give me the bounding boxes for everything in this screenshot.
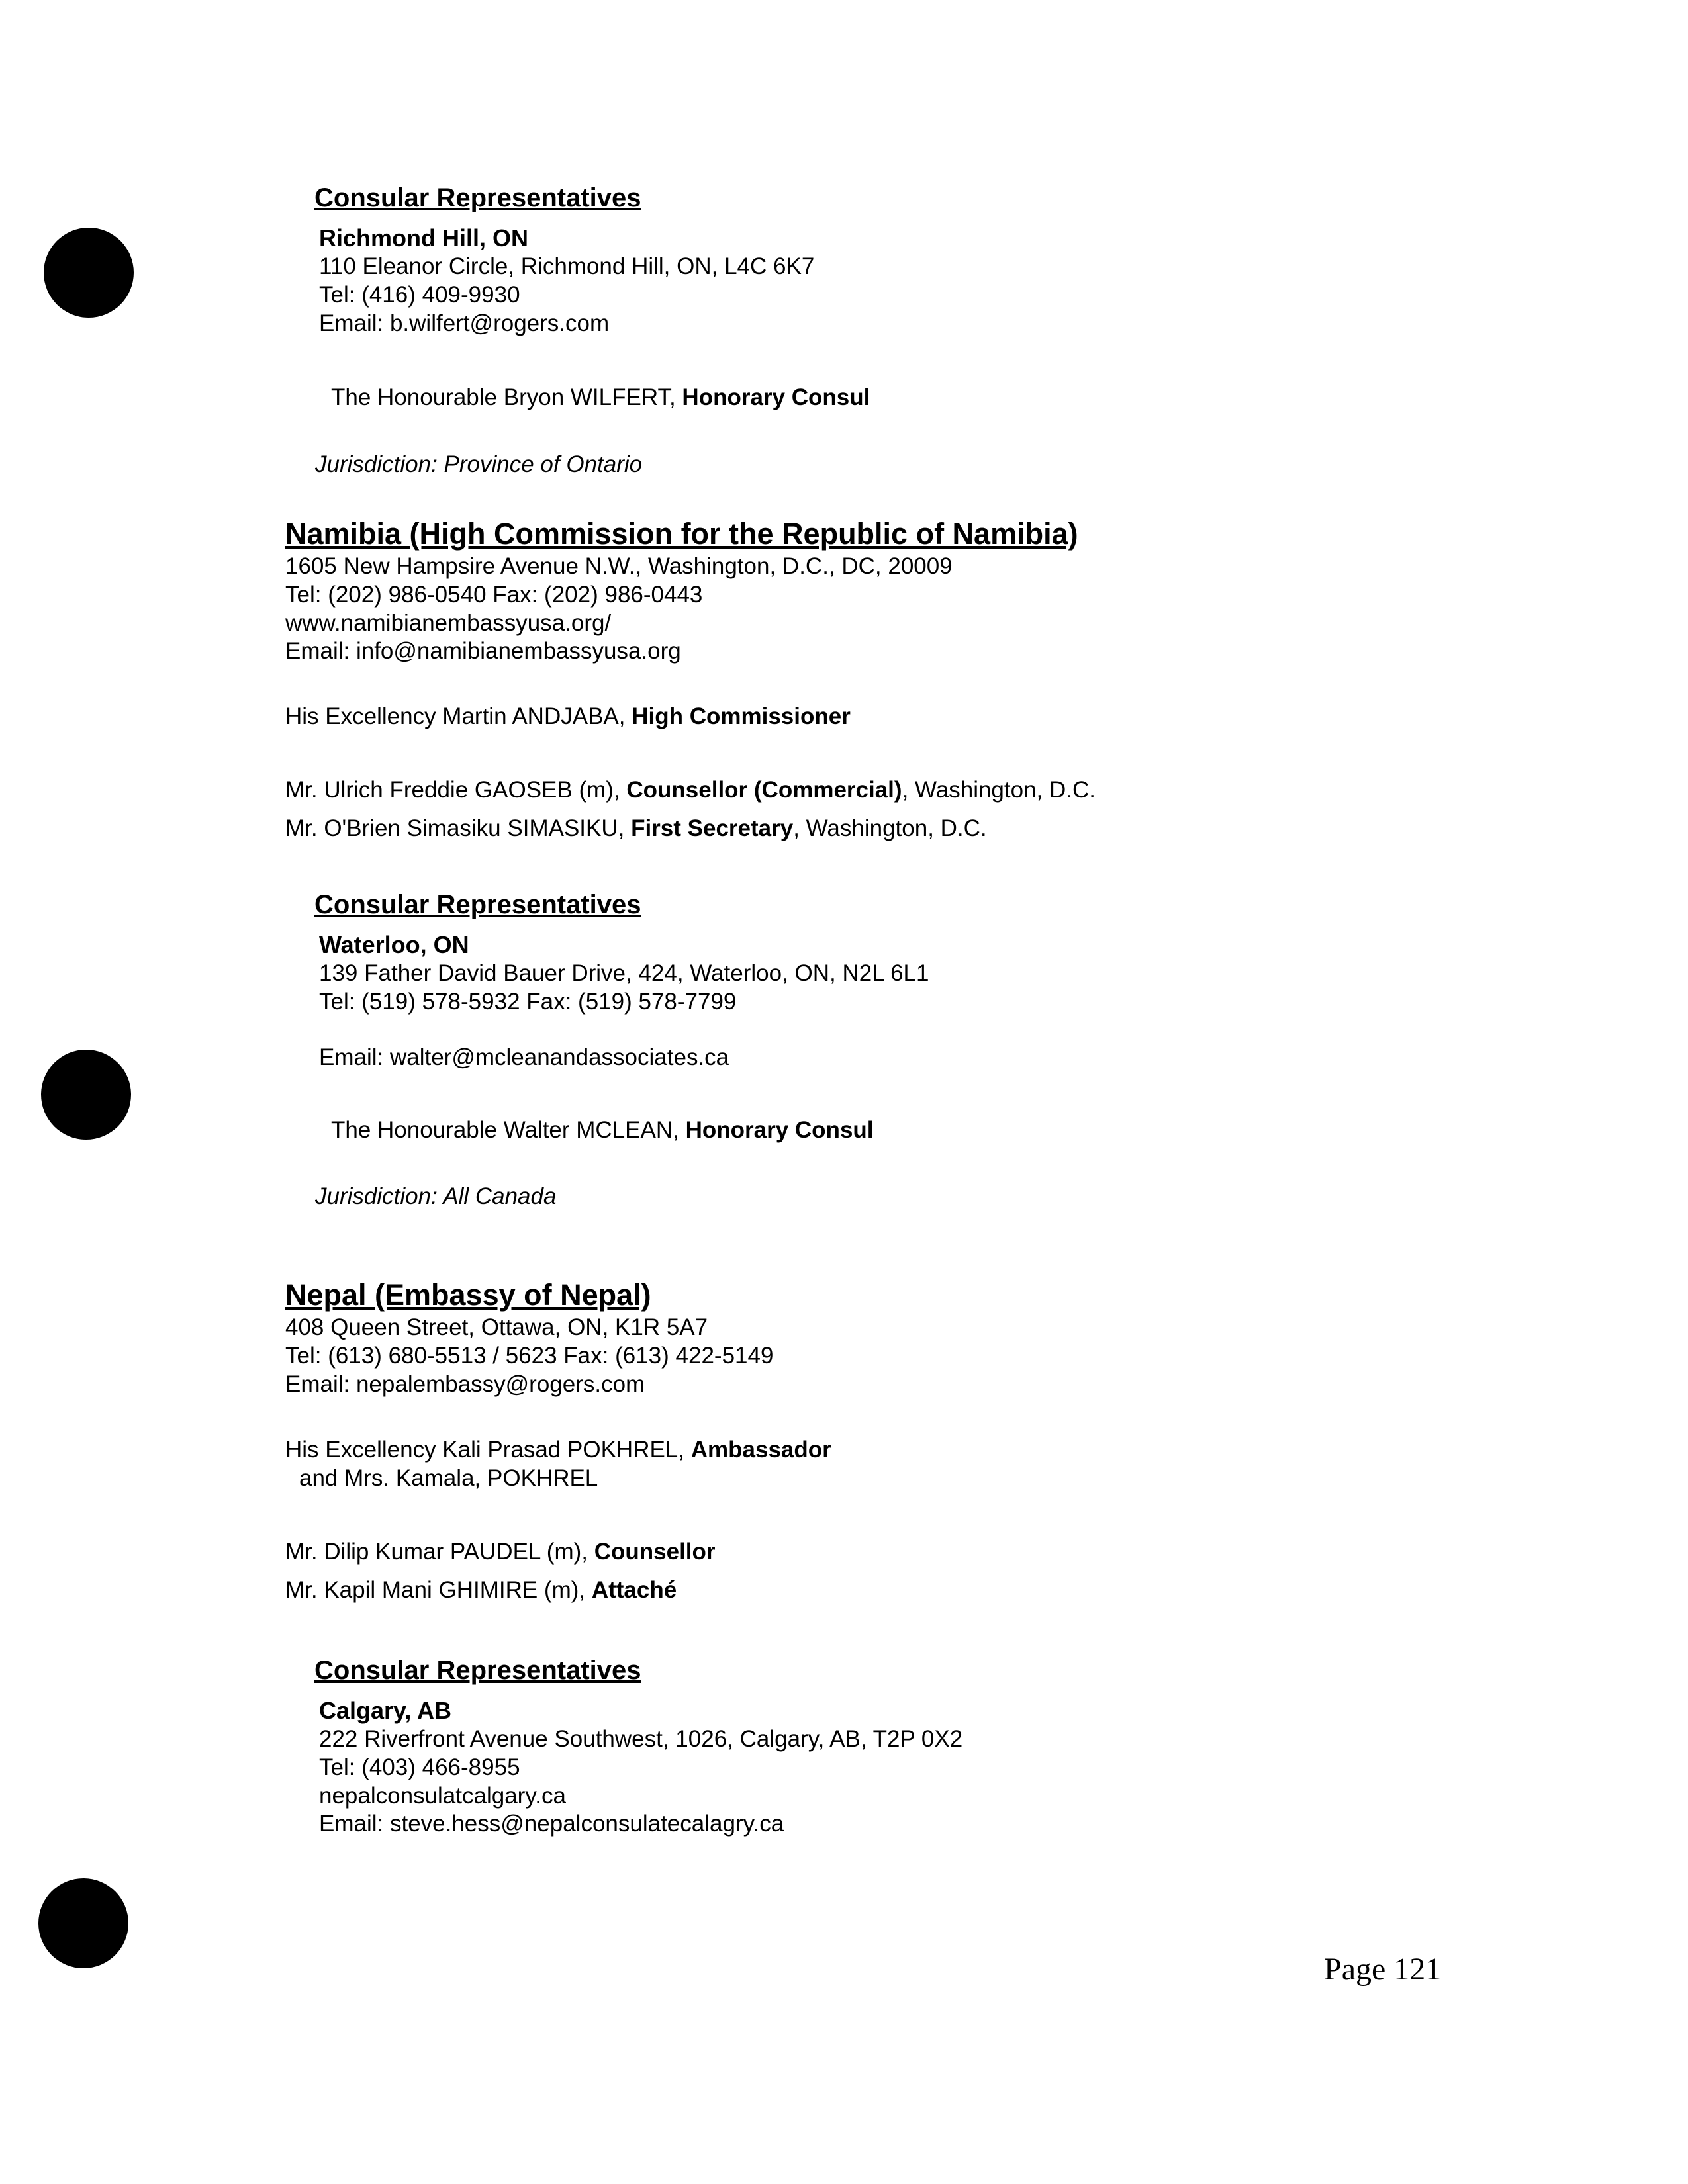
consular-address: 139 Father David Bauer Drive, 424, Waterloo, ON, N2L 6L1 xyxy=(319,960,929,986)
country-address: 1605 New Hampsire Avenue N.W., Washington, D.C., DC, 20009 xyxy=(285,553,953,579)
staff-title: Counsellor (Commercial) xyxy=(626,777,902,803)
consular-email: Email: walter@mcleanandassociates.ca xyxy=(319,1044,729,1070)
staff-line xyxy=(285,814,987,842)
consular-tel: Tel: (416) 409-9930 xyxy=(319,282,520,308)
country-title: Namibia (High Commission for the Republic of Namibia) xyxy=(285,517,1078,551)
punch-hole xyxy=(44,228,134,318)
head-title: Ambassador xyxy=(690,1437,831,1463)
country-email: Email: info@namibianembassyusa.org xyxy=(285,638,681,664)
jurisdiction-label: Jurisdiction: xyxy=(315,451,444,477)
consular-location: Waterloo, ON xyxy=(319,931,469,958)
jurisdiction-value: All Canada xyxy=(443,1183,557,1209)
staff-line xyxy=(285,1576,677,1604)
consul-line xyxy=(331,1116,874,1144)
jurisdiction xyxy=(315,450,642,478)
country-address: 408 Queen Street, Ottawa, ON, K1R 5A7 xyxy=(285,1314,708,1340)
staff-place: , Washington, D.C. xyxy=(793,815,987,841)
jurisdiction xyxy=(315,1182,556,1210)
consular-tel: Tel: (519) 578-5932 Fax: (519) 578-7799 xyxy=(319,989,737,1015)
consular-address: 222 Riverfront Avenue Southwest, 1026, Calgary, AB, T2P 0X2 xyxy=(319,1726,963,1752)
staff-line xyxy=(285,1537,716,1566)
country-tel: Tel: (613) 680-5513 / 5623 Fax: (613) 422-5149 xyxy=(285,1343,774,1369)
head-of-mission xyxy=(285,702,851,731)
head-name: His Excellency Martin ANDJABA, xyxy=(285,704,632,729)
staff-title: First Secretary xyxy=(631,815,794,841)
staff-name: Mr. Kapil Mani GHIMIRE (m), xyxy=(285,1577,592,1603)
staff-name: Mr. Ulrich Freddie GAOSEB (m), xyxy=(285,777,627,803)
country-title: Nepal (Embassy of Nepal) xyxy=(285,1278,651,1312)
head-name: His Excellency Kali Prasad POKHREL, xyxy=(285,1437,691,1463)
consular-email: Email: steve.hess@nepalconsulatecalagry.ca xyxy=(319,1811,784,1837)
staff-name: Mr. Dilip Kumar PAUDEL (m), xyxy=(285,1539,594,1565)
head-of-mission xyxy=(285,1435,831,1464)
consul-title: Honorary Consul xyxy=(682,385,870,410)
country-website: www.namibianembassyusa.org/ xyxy=(285,610,612,636)
staff-line xyxy=(285,776,1096,804)
consular-address: 110 Eleanor Circle, Richmond Hill, ON, L4C 6K7 xyxy=(319,253,815,279)
consular-email: Email: b.wilfert@rogers.com xyxy=(319,310,610,336)
consul-line xyxy=(331,383,870,412)
country-tel: Tel: (202) 986-0540 Fax: (202) 986-0443 xyxy=(285,582,703,608)
staff-title: Counsellor xyxy=(594,1539,716,1565)
country-email: Email: nepalembassy@rogers.com xyxy=(285,1371,645,1397)
punch-hole xyxy=(38,1878,128,1968)
page-number: Page 121 xyxy=(1324,1952,1442,1987)
consular-heading: Consular Representatives xyxy=(314,890,641,919)
consular-tel: Tel: (403) 466-8955 xyxy=(319,1754,520,1780)
consular-location: Richmond Hill, ON xyxy=(319,224,529,251)
jurisdiction-label: Jurisdiction: xyxy=(315,1183,444,1209)
jurisdiction-value: Province of Ontario xyxy=(444,451,643,477)
staff-place: , Washington, D.C. xyxy=(902,777,1096,803)
consul-name: The Honourable Walter MCLEAN, xyxy=(331,1117,686,1143)
staff-title: Attaché xyxy=(591,1577,677,1603)
staff-name: Mr. O'Brien Simasiku SIMASIKU, xyxy=(285,815,632,841)
head-title: High Commissioner xyxy=(632,704,851,729)
consular-location: Calgary, AB xyxy=(319,1697,452,1724)
consular-heading: Consular Representatives xyxy=(314,1656,641,1685)
consular-website: nepalconsulatcalgary.ca xyxy=(319,1783,566,1809)
spouse-line: and Mrs. Kamala, POKHREL xyxy=(299,1465,598,1491)
punch-hole xyxy=(41,1050,131,1140)
consular-heading: Consular Representatives xyxy=(314,183,641,212)
consul-name: The Honourable Bryon WILFERT, xyxy=(331,385,682,410)
consul-title: Honorary Consul xyxy=(685,1117,874,1143)
